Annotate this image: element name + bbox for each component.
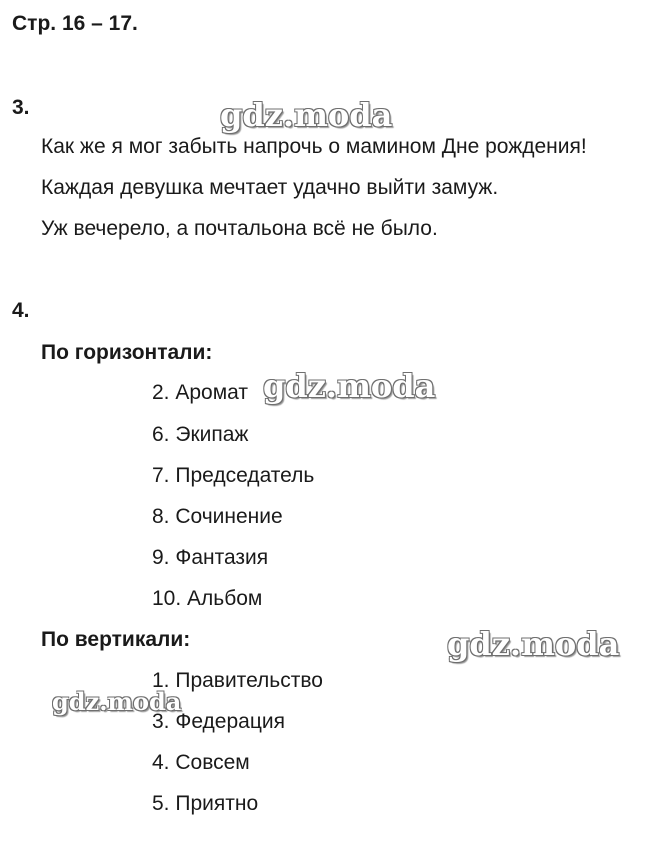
horizontal-answer: 9. Фантазия [152, 546, 269, 569]
page-header: Стр. 16 – 17. [12, 12, 138, 35]
task-3-sentence: Как же я мог забыть напрочь о мамином Дне рождения! [41, 135, 587, 158]
task-4-number: 4. [12, 299, 30, 322]
watermark-logo: gdz.moda [52, 687, 182, 716]
vertical-answer: 3. Федерация [152, 710, 285, 733]
watermark-logo: gdz.moda [447, 625, 620, 663]
horizontal-answer: 2. Аромат [152, 381, 248, 404]
vertical-answer: 1. Правительство [152, 669, 323, 692]
horizontal-answer: 10. Альбом [152, 587, 263, 610]
vertical-answer: 4. Совсем [152, 751, 250, 774]
vertical-answer: 5. Приятно [152, 792, 259, 815]
vertical-heading: По вертикали: [41, 628, 191, 651]
watermark-logo: gdz.moda [263, 367, 436, 405]
horizontal-answer: 7. Председатель [152, 464, 315, 487]
horizontal-answer: 8. Сочинение [152, 505, 283, 528]
task-3-number: 3. [12, 96, 30, 119]
task-3-sentence: Каждая девушка мечтает удачно выйти замуж. [41, 176, 499, 199]
task-3-sentence: Уж вечерело, а почтальона всё не было. [41, 217, 438, 240]
horizontal-heading: По горизонтали: [41, 341, 213, 364]
horizontal-answer: 6. Экипаж [152, 423, 249, 446]
watermark-logo: gdz.moda [220, 96, 393, 134]
